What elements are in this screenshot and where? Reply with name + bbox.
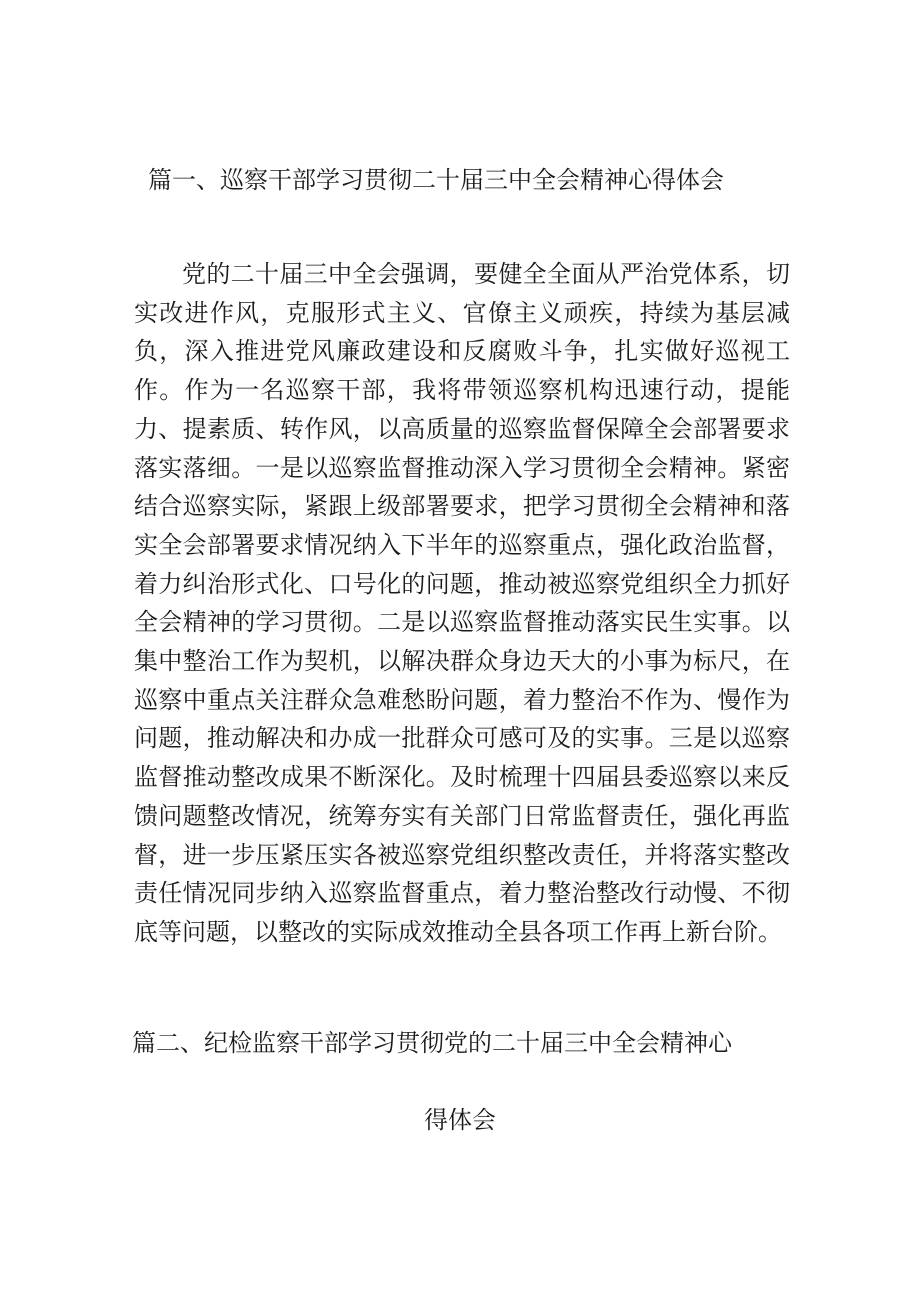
section-one-title: 篇一、巡察干部学习贯彻二十届三中全会精神心得体会 xyxy=(148,166,724,194)
section-two-title-line-1: 篇二、纪检监察干部学习贯彻党的二十届三中全会精神心 xyxy=(132,1029,732,1057)
section-two-title-line-2: 得体会 xyxy=(424,1106,496,1134)
section-one-paragraph: 党的二十届三中全会强调，要健全全面从严治党体系，切实改进作风，克服形式主义、官僚主义顽疾，持续为基层减负，深入推进党风廉政建设和反腐败斗争，扎实做好巡视工作。作为一名巡察干部，我将带领巡察机构迅速行动，提能力、提素质、转作风，以高质量的巡察监督保障全会部署要求落实落细。一是以巡察监督推动深入学习贯彻全会精神。紧密结合巡察实际，紧跟上级部署要求，把学习贯彻全会精神和落实全会部署要求情况纳入下半年的巡察重点，强化政治监督，着力纠治形式化、口号化的问题，推动被巡察党组织全力抓好全会精神的学习贯彻。二是以巡察监督推动落实民生实事。以集中整治工作为契机，以解决群众身边天大的小事为标尺，在巡察中重点关注群众急难愁盼问题，着力整治不作为、慢作为问题，推动解决和办成一批群众可感可及的实事。三是以巡察监督推动整改成果不断深化。及时梳理十四届县委巡察以来反馈问题整改情况，统筹夯实有关部门日常监督责任，强化再监督，进一步压紧压实各被巡察党组织整改责任，并将落实整改责任情况同步纳入巡察监督重点，着力整治整改行动慢、不彻底等问题，以整改的实际成效推动全县各项工作再上新台阶。 xyxy=(134,260,790,946)
